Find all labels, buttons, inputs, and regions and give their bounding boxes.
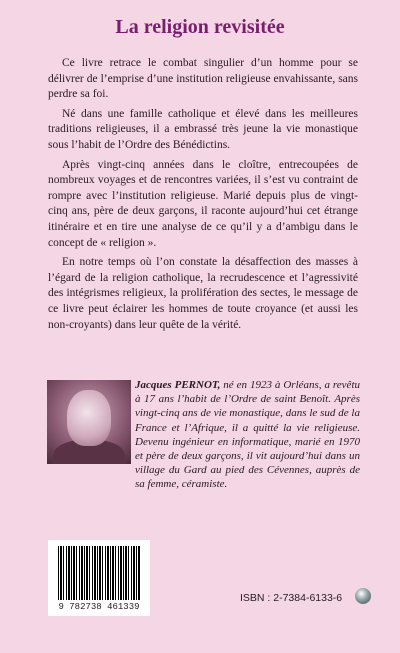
author-photo-face	[67, 390, 111, 446]
blurb-paragraph-1: Ce livre retrace le combat singulier d’un homme pour se délivrer de l’emprise d’une institution religieuse envahissante, sans perdre sa foi.	[48, 57, 358, 101]
barcode-bars	[58, 546, 140, 600]
globe-logo-icon	[355, 588, 371, 604]
blurb-paragraph-3: Après vingt-cinq années dans le cloître, entrecoupées de nombreux voyages et de rencontres variées, il s’est vu contraint de rompre avec l’institution religieuse. Marié depuis plus de vingt-cinq ans, père de deux garçons, il raconte aujourd’hui cet étrange itinéraire et en tire une analyse de ce qu’il y a d’ambigu dans le concept de « religion ».	[48, 158, 358, 249]
author-name: Jacques PERNOT,	[135, 379, 221, 391]
barcode-digits: 9 782738 461339	[58, 602, 140, 612]
author-bio	[135, 378, 360, 492]
isbn-label: ISBN : 2-7384-6133-6	[240, 592, 343, 604]
blurb-paragraph-2: Né dans une famille catholique et élevé dans les meilleures traditions religieuses, il a embrassé très jeune la vie monastique sous l’habit de l’Ordre des Bénédictins.	[48, 107, 358, 151]
barcode	[48, 540, 150, 616]
blurb	[48, 56, 358, 337]
author-bio-text: né en 1923 à Orléans, a revêtu à 17 ans l’habit de l’Ordre de saint Benoît. Après vingt-cinq ans de vie monastique, dans le sud de la France et l’Afrique, il a quitté la vie religieuse. Devenu ingénieur en informatique, marié en 1970 et père de deux garçons, il vit aujourd’hui dans un village du Gard au pied des Cévennes, auprès de sa femme, céramiste.	[135, 379, 360, 491]
author-photo	[47, 380, 131, 464]
book-title: La religion revisitée	[115, 16, 285, 38]
blurb-paragraph-4: En notre temps où l’on constate la désaffection des masses à l’égard de la religion catholique, la recrudescence et l’agressivité des intégrismes religieux, la prolifération des sectes, le message de ce livre peut éclairer les hommes de toute croyance (et aussi les non-croyants) dans leur quête de la vérité.	[48, 256, 358, 331]
